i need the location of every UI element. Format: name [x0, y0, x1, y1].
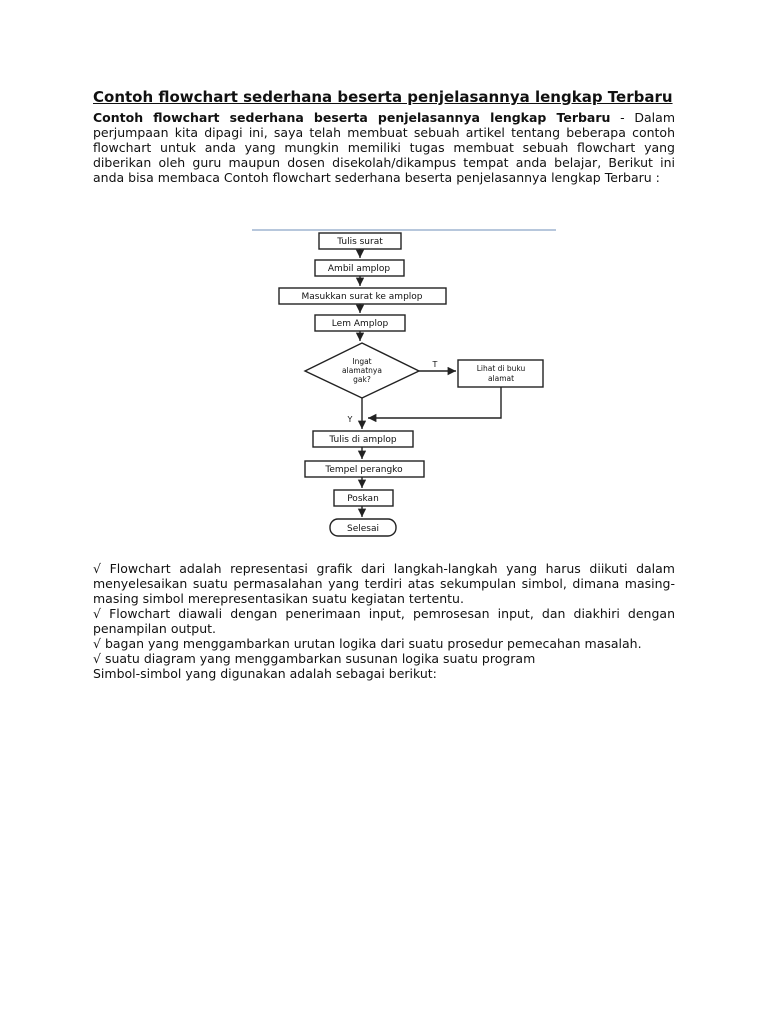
label-poskan: Poskan	[347, 494, 379, 504]
label-lihat-1: Lihat di buku	[476, 364, 526, 373]
intro-text: - Dalam perjumpaan kita dipagi ini, saya telah membuat sebuah artikel tentang beberapa contoh flowchart untuk anda yang mungkin memiliki tugas membuat sebuah flowchart yang diberikan oleh guru maupun dosen disekolah/dikampus tempat anda belajar, Berikut ini anda bisa membaca Contoh flowchart sederhana beserta penjelasannya lengkap Terbaru :	[93, 110, 675, 185]
label-ambil-amplop: Ambil amplop	[327, 264, 391, 274]
label-tempel: Tempel perangko	[325, 465, 403, 475]
flowchart-figure	[249, 227, 559, 550]
bullet-item-2: √ Flowchart diawali dengan penerimaan input, pemrosesan input, dan diakhiri dengan penampilan output.	[93, 606, 675, 636]
intro-paragraph	[93, 110, 675, 185]
label-lihat-2: alamat	[487, 374, 515, 383]
flowchart-svg	[249, 227, 559, 550]
label-no: T	[432, 360, 438, 369]
bullet-list	[93, 561, 675, 681]
label-tulis-amplop: Tulis di amplop	[329, 435, 397, 445]
label-masukkan: Masukkan surat ke amplop	[301, 292, 423, 302]
label-yes: Y	[347, 415, 353, 424]
label-selesai: Selesai	[347, 524, 379, 534]
label-tulis-surat: Tulis surat	[337, 237, 383, 247]
label-lem: Lem Amplop	[331, 319, 389, 329]
intro-bold: Contoh flowchart sederhana beserta penjelasannya lengkap Terbaru	[93, 110, 611, 125]
bullet-item-4: √ suatu diagram yang menggambarkan susunan logika suatu program	[93, 651, 536, 666]
label-decision-3: gak?	[353, 375, 371, 384]
article-title: Contoh flowchart sederhana beserta penjelasannya lengkap Terbaru	[93, 88, 673, 106]
symbols-intro: Simbol-simbol yang digunakan adalah sebagai berikut:	[93, 666, 437, 681]
arrow-return	[368, 387, 501, 418]
bullet-item-1: √ Flowchart adalah representasi grafik dari langkah-langkah yang harus diikuti dalam menyelesaikan suatu permasalahan yang terdiri atas sekumpulan simbol, dimana masing-masing simbol merepresentasikan suatu kegiatan tertentu.	[93, 561, 675, 606]
bullet-item-3: √ bagan yang menggambarkan urutan logika dari suatu prosedur pemecahan masalah.	[93, 636, 642, 651]
label-decision-2: alamatnya	[342, 366, 382, 375]
article-header	[93, 88, 675, 185]
label-decision-1: Ingat	[352, 357, 372, 366]
